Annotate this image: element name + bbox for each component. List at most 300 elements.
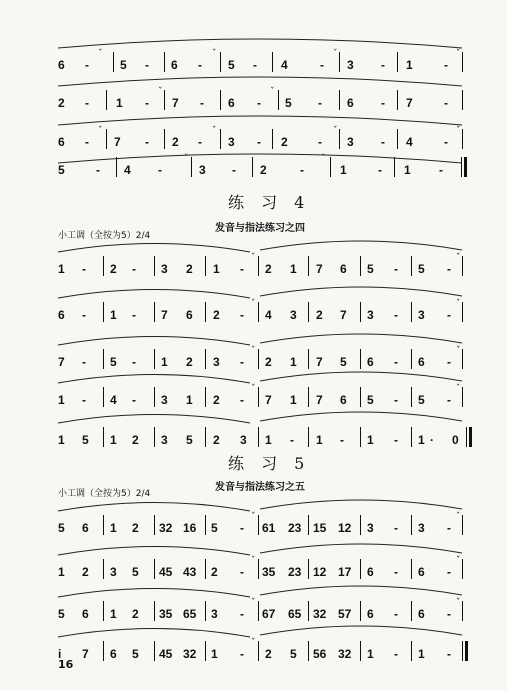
note: 3 <box>161 393 168 407</box>
dash: - <box>394 393 398 407</box>
dash: - <box>447 393 451 407</box>
barline <box>411 559 412 579</box>
note: 7 <box>316 393 323 407</box>
note: 5 <box>132 647 139 661</box>
note: 5 <box>120 58 127 72</box>
note: 1 <box>110 521 117 535</box>
barline <box>205 302 206 322</box>
note: 3 <box>418 521 425 535</box>
note: 6 <box>58 58 65 72</box>
dash: - <box>257 135 261 149</box>
barline <box>308 349 309 369</box>
breath-mark: ˇ <box>251 253 256 263</box>
barline <box>308 515 309 535</box>
barline <box>258 515 259 535</box>
dash: - <box>240 565 244 579</box>
dash: - <box>198 135 202 149</box>
dash: - <box>447 308 451 322</box>
barline <box>411 387 412 407</box>
dash: - <box>394 647 398 661</box>
dash: - <box>444 135 448 149</box>
barline <box>360 387 361 407</box>
note: 1 <box>406 58 413 72</box>
barline <box>113 52 114 72</box>
note: 7 <box>161 308 168 322</box>
note: 3 <box>347 135 354 149</box>
breath-mark: ˇ <box>456 299 461 309</box>
note: 7 <box>265 393 272 407</box>
note: 7 <box>82 647 89 661</box>
barline <box>154 515 155 535</box>
dash: - <box>394 521 398 535</box>
barline <box>164 90 165 110</box>
note: 2 <box>281 135 288 149</box>
dash: - <box>447 647 451 661</box>
barline <box>308 641 309 661</box>
barline <box>360 427 361 447</box>
dash: - <box>240 521 244 535</box>
note: 1 <box>116 96 123 110</box>
barline <box>462 129 463 149</box>
system-12 <box>0 598 507 629</box>
dash: - <box>447 565 451 579</box>
barline <box>154 256 155 276</box>
barline <box>103 349 104 369</box>
note: 5 <box>228 58 235 72</box>
rest: 0 <box>452 433 459 447</box>
barline <box>205 427 206 447</box>
dash: - <box>318 135 322 149</box>
breath-mark: ˇ <box>158 87 163 97</box>
breath-mark: ˇ <box>321 154 326 164</box>
dash: - <box>394 308 398 322</box>
barline <box>220 129 221 149</box>
note: 23 <box>288 565 302 579</box>
note: 2 <box>132 433 139 447</box>
dash: - <box>394 565 398 579</box>
barline <box>154 641 155 661</box>
barline <box>103 559 104 579</box>
note: 2 <box>265 647 272 661</box>
note: 2 <box>132 521 139 535</box>
note: 56 <box>313 647 327 661</box>
note: 1 <box>110 308 117 322</box>
dash: - <box>253 58 257 72</box>
dash: - <box>85 135 89 149</box>
dash: - <box>340 433 344 447</box>
note: 2 <box>58 96 65 110</box>
barline <box>106 129 107 149</box>
note: 2 <box>316 308 323 322</box>
note: 3 <box>347 58 354 72</box>
note: 6 <box>418 607 425 621</box>
note: 32 <box>183 647 197 661</box>
note: 12 <box>338 521 352 535</box>
dash: - <box>132 355 136 369</box>
note: 1 <box>290 355 297 369</box>
system-11 <box>0 556 507 587</box>
note: 1 <box>161 355 168 369</box>
note: 7 <box>316 355 323 369</box>
breath-mark: ˇ <box>251 638 256 648</box>
barline <box>394 157 395 177</box>
note: 2 <box>211 565 218 579</box>
note: 5 <box>132 565 139 579</box>
breath-mark: ˇ <box>270 87 275 97</box>
note: 3 <box>161 262 168 276</box>
barline <box>411 601 412 621</box>
note: 2 <box>110 262 117 276</box>
dash: - <box>447 521 451 535</box>
note: 1 <box>213 262 220 276</box>
note: 2 <box>260 163 267 177</box>
note: 16 <box>183 521 197 535</box>
note: 5 <box>58 163 65 177</box>
barline <box>308 427 309 447</box>
barline <box>154 559 155 579</box>
note: i <box>58 647 62 661</box>
barline <box>308 601 309 621</box>
final-barline <box>466 427 473 447</box>
note: 3 <box>367 308 374 322</box>
note: 35 <box>159 607 173 621</box>
dash: - <box>290 433 294 447</box>
barline <box>360 641 361 661</box>
breath-mark: ˇ <box>98 49 103 59</box>
note: 2 <box>265 355 272 369</box>
breath-mark: ˇ <box>212 126 217 136</box>
note: 17 <box>338 565 352 579</box>
barline <box>308 302 309 322</box>
note: 4 <box>281 58 288 72</box>
note: 4 <box>124 163 131 177</box>
barline <box>308 256 309 276</box>
dash: - <box>200 96 204 110</box>
breath-mark: ˇ <box>251 598 256 608</box>
barline <box>339 129 340 149</box>
system-2 <box>0 87 507 118</box>
dash: - <box>145 58 149 72</box>
note: 45 <box>159 565 173 579</box>
note: 1 <box>418 433 425 447</box>
barline <box>205 559 206 579</box>
note: 4 <box>406 135 413 149</box>
page-number: 16 <box>58 658 74 671</box>
note: 12 <box>313 565 327 579</box>
note: 1 <box>265 433 272 447</box>
note: 7 <box>340 308 347 322</box>
dash: - <box>82 262 86 276</box>
note: 5 <box>186 433 193 447</box>
dash: - <box>381 96 385 110</box>
barline <box>462 559 463 579</box>
note: 1 <box>211 647 218 661</box>
dash: - <box>198 58 202 72</box>
barline <box>360 349 361 369</box>
note: 5 <box>418 262 425 276</box>
barline <box>411 256 412 276</box>
barline <box>103 387 104 407</box>
note: 1 <box>110 433 117 447</box>
barline <box>411 302 412 322</box>
breath-mark: ˇ <box>456 346 461 356</box>
barline <box>103 601 104 621</box>
dash: - <box>240 607 244 621</box>
dash: - <box>240 393 244 407</box>
barline <box>272 52 273 72</box>
note: 5 <box>418 393 425 407</box>
note: 5 <box>340 355 347 369</box>
dash: - <box>132 393 136 407</box>
note: 61 <box>262 521 276 535</box>
dash: - <box>145 96 149 110</box>
breath-mark: ˇ <box>251 384 256 394</box>
barline <box>339 90 340 110</box>
barline <box>462 601 463 621</box>
barline <box>258 601 259 621</box>
barline <box>411 515 412 535</box>
note: 3 <box>199 163 206 177</box>
barline <box>462 52 463 72</box>
dash: - <box>82 308 86 322</box>
note: 5 <box>285 96 292 110</box>
system-7 <box>0 346 507 377</box>
dash: - <box>240 355 244 369</box>
note: 3 <box>161 433 168 447</box>
barline <box>308 559 309 579</box>
note: 5 <box>110 355 117 369</box>
breath-mark: ˇ <box>251 556 256 566</box>
barline <box>205 349 206 369</box>
dash: - <box>240 262 244 276</box>
barline <box>360 601 361 621</box>
dash: - <box>381 135 385 149</box>
barline <box>462 515 463 535</box>
barline <box>360 559 361 579</box>
dash: - <box>444 58 448 72</box>
note: 6 <box>228 96 235 110</box>
barline <box>397 129 398 149</box>
note: 2 <box>186 262 193 276</box>
note: 2 <box>82 565 89 579</box>
barline <box>339 52 340 72</box>
note: 7 <box>406 96 413 110</box>
dash: - <box>85 58 89 72</box>
barline <box>205 256 206 276</box>
note: 2 <box>172 135 179 149</box>
barline <box>360 256 361 276</box>
dash: - <box>132 308 136 322</box>
barline <box>252 157 253 177</box>
dash: - <box>145 135 149 149</box>
dash: - <box>447 262 451 276</box>
note: 1 <box>367 647 374 661</box>
note: 6 <box>186 308 193 322</box>
barline <box>205 387 206 407</box>
barline <box>103 515 104 535</box>
dash: - <box>447 355 451 369</box>
note: 5 <box>211 521 218 535</box>
barline <box>106 90 107 110</box>
barline <box>397 52 398 72</box>
note: 2 <box>213 393 220 407</box>
system-3 <box>0 126 507 157</box>
barline <box>103 641 104 661</box>
note: 1 <box>110 607 117 621</box>
note: 4 <box>265 308 272 322</box>
dash: - <box>96 163 100 177</box>
note: 32 <box>159 521 173 535</box>
breath-mark: ˇ <box>251 346 256 356</box>
note: 2 <box>186 355 193 369</box>
barline <box>411 349 412 369</box>
note: 3 <box>211 607 218 621</box>
note: 15 <box>313 521 327 535</box>
dash: - <box>300 163 304 177</box>
barline <box>154 387 155 407</box>
note: 23 <box>288 521 302 535</box>
system-10 <box>0 512 507 543</box>
note: 3 <box>213 355 220 369</box>
note: 3 <box>290 308 297 322</box>
breath-mark: ˇ <box>212 49 217 59</box>
note: 5 <box>58 607 65 621</box>
barline <box>205 601 206 621</box>
note: 1 <box>58 262 65 276</box>
breath-mark: ˇ <box>456 598 461 608</box>
barline <box>164 52 165 72</box>
barline <box>205 641 206 661</box>
note: 3 <box>418 308 425 322</box>
dash: - <box>232 163 236 177</box>
breath-mark: ˇ <box>184 154 189 164</box>
note: 5 <box>290 647 297 661</box>
barline <box>116 157 117 177</box>
note: 7 <box>58 355 65 369</box>
barline <box>411 427 412 447</box>
note: 3 <box>228 135 235 149</box>
note: 6 <box>340 393 347 407</box>
note: 6 <box>367 607 374 621</box>
final-barline <box>461 157 468 177</box>
barline <box>103 302 104 322</box>
barline <box>330 157 331 177</box>
note: 1 <box>58 393 65 407</box>
barline <box>258 641 259 661</box>
system-6 <box>0 299 507 330</box>
barline <box>258 256 259 276</box>
note: 1 <box>58 565 65 579</box>
dash: - <box>381 58 385 72</box>
breath-mark: ˇ <box>456 512 461 522</box>
dash: - <box>444 96 448 110</box>
note: 6 <box>171 58 178 72</box>
barline <box>278 90 279 110</box>
note: 6 <box>367 355 374 369</box>
barline <box>308 387 309 407</box>
barline <box>258 427 259 447</box>
note: 67 <box>262 607 276 621</box>
note: 35 <box>262 565 276 579</box>
system-8 <box>0 384 507 415</box>
breath-mark: ˇ <box>333 49 338 59</box>
note: 5 <box>82 433 89 447</box>
system-4 <box>0 154 507 185</box>
note: 65 <box>183 607 197 621</box>
barline <box>154 427 155 447</box>
barline <box>462 90 463 110</box>
barline <box>397 90 398 110</box>
breath-mark: ˇ <box>251 299 256 309</box>
note: 6 <box>58 135 65 149</box>
barline <box>220 52 221 72</box>
dash: - <box>82 393 86 407</box>
note: 2 <box>132 607 139 621</box>
exercise-title: 练 习 5 <box>228 454 311 473</box>
final-barline <box>462 641 469 661</box>
barline <box>272 129 273 149</box>
barline <box>154 349 155 369</box>
barline <box>462 256 463 276</box>
note: 7 <box>114 135 121 149</box>
note: 6 <box>367 565 374 579</box>
barline <box>360 302 361 322</box>
system-1 <box>0 49 507 80</box>
note: 65 <box>288 607 302 621</box>
system-5 <box>0 253 507 284</box>
note: 6 <box>418 355 425 369</box>
note: 6 <box>82 521 89 535</box>
breath-mark: ˇ <box>456 49 461 59</box>
dash: - <box>318 96 322 110</box>
dash: - <box>240 308 244 322</box>
system-13 <box>0 638 507 669</box>
barline <box>411 641 412 661</box>
dash: - <box>394 433 398 447</box>
barline <box>258 349 259 369</box>
barline <box>462 302 463 322</box>
barline <box>258 302 259 322</box>
note: 32 <box>313 607 327 621</box>
exercise-title: 练 习 4 <box>228 193 311 212</box>
note: 7 <box>172 96 179 110</box>
breath-mark: ˇ <box>456 253 461 263</box>
note: 6 <box>347 96 354 110</box>
note: 5 <box>58 521 65 535</box>
barline <box>220 90 221 110</box>
note: 6 <box>110 647 117 661</box>
note: 1 <box>367 433 374 447</box>
note: 5 <box>367 393 374 407</box>
barline <box>360 515 361 535</box>
note: 3 <box>110 565 117 579</box>
note: 6 <box>58 308 65 322</box>
breath-mark: ˇ <box>333 126 338 136</box>
dash: - <box>394 355 398 369</box>
barline <box>154 601 155 621</box>
barline <box>154 302 155 322</box>
barline <box>164 129 165 149</box>
dash: - <box>85 96 89 110</box>
breath-mark: ˇ <box>456 126 461 136</box>
note: 2 <box>213 433 220 447</box>
breath-mark: ˇ <box>98 126 103 136</box>
dash: - <box>132 262 136 276</box>
barline <box>258 559 259 579</box>
note: 4 <box>110 393 117 407</box>
note: 1 <box>290 262 297 276</box>
breath-mark: ˇ <box>456 556 461 566</box>
